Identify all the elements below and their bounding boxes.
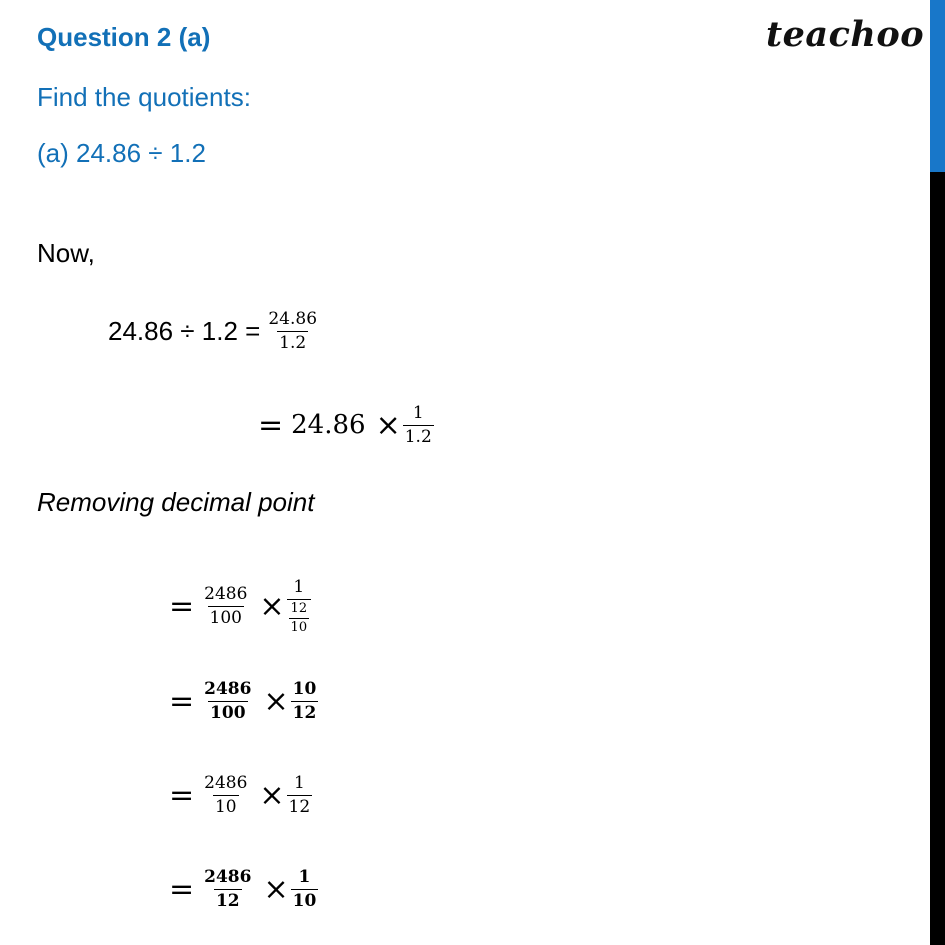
step2-value: 24.86 <box>291 410 366 441</box>
step3-denominator-1: 100 <box>209 608 242 629</box>
step4-numerator-1: 2486 <box>204 679 252 699</box>
removing-decimal-note: Removing decimal point <box>37 487 315 517</box>
equation-step-6 <box>165 868 318 910</box>
step2-fraction <box>403 404 434 446</box>
teachoo-logo: teachoo <box>766 14 925 55</box>
step6-numerator-2: 1 <box>298 867 311 887</box>
equals-sign: = <box>169 777 195 813</box>
equation-step-5 <box>165 774 312 816</box>
step5-numerator-2: 1 <box>293 773 305 793</box>
step2-numerator: 1 <box>412 403 424 423</box>
equation-step-1 <box>108 310 319 352</box>
step5-denominator-1: 10 <box>214 796 237 817</box>
times-sign: × <box>375 407 401 443</box>
step5-denominator-2: 12 <box>288 796 311 817</box>
step1-fraction <box>266 310 319 352</box>
step6-fraction-1 <box>202 868 253 910</box>
step6-fraction-2 <box>291 868 319 910</box>
step5-numerator-1: 2486 <box>204 773 248 793</box>
step4-denominator-2: 12 <box>292 702 317 723</box>
now-label: Now, <box>37 238 95 268</box>
equals-sign: = <box>169 589 195 625</box>
step1-denominator: 1.2 <box>279 332 307 353</box>
step1-lhs: 24.86 ÷ 1.2 = <box>108 315 261 346</box>
step3-denominator-2 <box>287 599 312 636</box>
equation-step-2 <box>254 404 434 446</box>
step1-numerator: 24.86 <box>268 309 318 329</box>
step6-denominator-1: 12 <box>215 890 240 911</box>
step4-fraction-1 <box>202 680 253 722</box>
step4-fraction-2 <box>291 680 319 722</box>
step3-fraction-2 <box>287 578 312 635</box>
step3-nested-fraction <box>289 602 310 636</box>
equals-sign: = <box>169 871 195 907</box>
step3-fraction-1 <box>202 585 249 627</box>
times-sign: × <box>259 777 285 813</box>
step5-fraction-1 <box>202 774 249 816</box>
question-part-a: (a) 24.86 ÷ 1.2 <box>37 138 206 168</box>
step3-nested-numerator: 12 <box>290 600 308 616</box>
step4-numerator-2: 10 <box>292 679 317 699</box>
step3-nested-denominator: 10 <box>290 619 308 635</box>
times-sign: × <box>259 589 285 625</box>
times-sign: × <box>263 871 289 907</box>
equals-sign: = <box>169 683 195 719</box>
step4-denominator-1: 100 <box>210 702 246 723</box>
equals-sign: = <box>258 407 284 443</box>
equation-step-4 <box>165 680 318 722</box>
equation-step-3 <box>165 578 311 635</box>
times-sign: × <box>263 683 289 719</box>
scrollbar-thumb[interactable] <box>930 0 945 172</box>
step3-numerator-1: 2486 <box>204 584 248 605</box>
question-prompt: Find the quotients: <box>37 82 251 112</box>
question-title: Question 2 (a) <box>37 22 211 52</box>
step2-denominator: 1.2 <box>404 426 432 447</box>
step6-numerator-1: 2486 <box>204 867 252 887</box>
step6-denominator-2: 10 <box>292 890 317 911</box>
step5-fraction-2 <box>287 774 313 816</box>
step3-numerator-2: 1 <box>293 577 305 597</box>
